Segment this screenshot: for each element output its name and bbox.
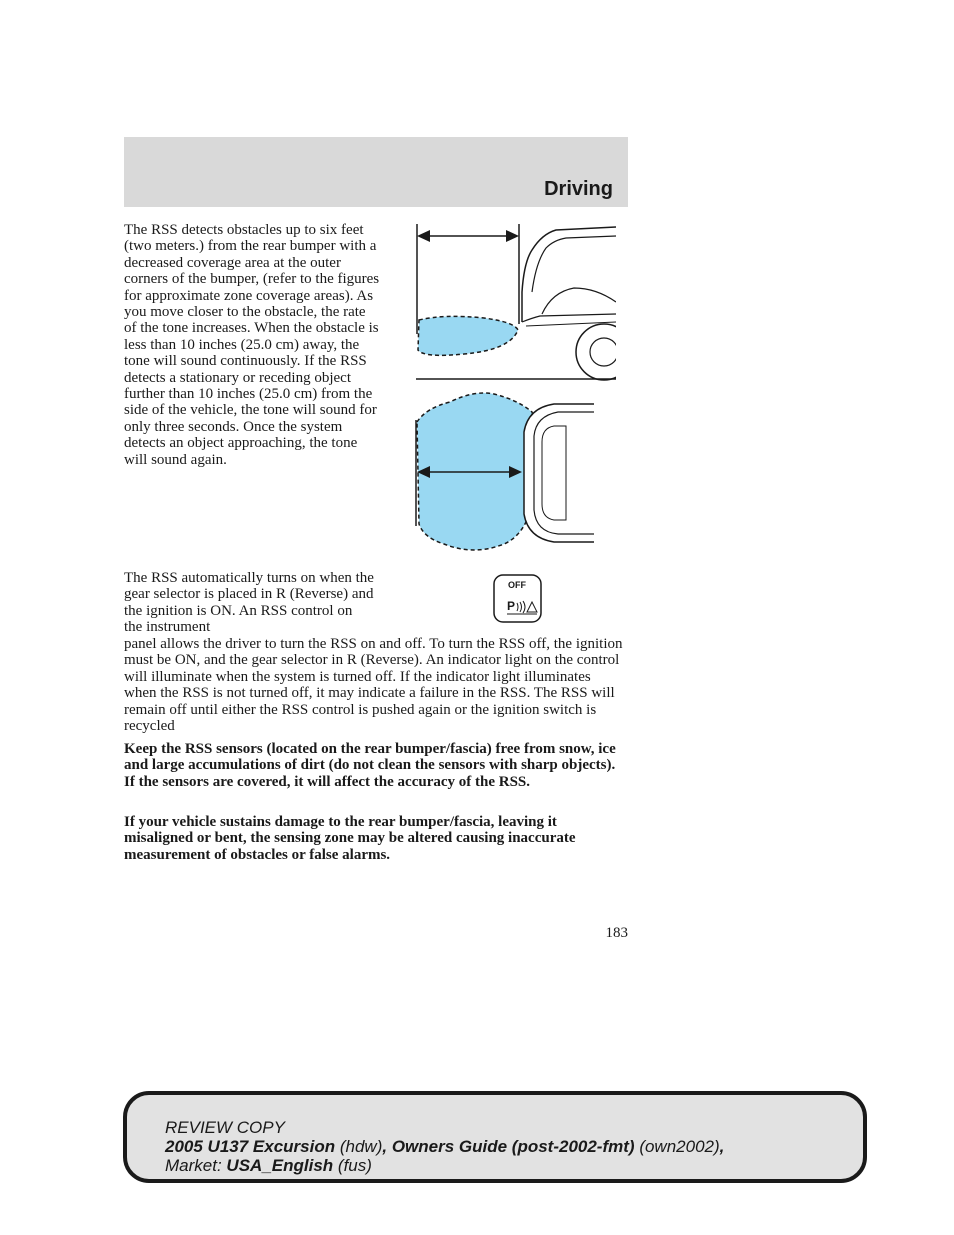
rss-switch-label: OFF <box>508 580 526 590</box>
rss-control-paragraph-head: The RSS automatically turns on when the gear selector is placed in R (Reverse) and the ignition is ON. An RSS control on the instrument <box>124 570 374 636</box>
section-header-band <box>124 137 628 207</box>
page-number: 183 <box>605 925 628 941</box>
footer-guide-code: (own2002) <box>639 1137 720 1156</box>
footer-model-code: (hdw) <box>339 1137 383 1156</box>
rss-off-switch-figure <box>493 574 543 624</box>
svg-text:P: P <box>507 599 516 613</box>
review-copy-footer <box>123 1091 867 1183</box>
footer-market-code: (fus) <box>337 1156 372 1175</box>
rss-detection-paragraph: The RSS detects obstacles up to six feet (two meters.) from the rear bumper with a decreased coverage area at the outer corners of the bumper, (refer to the figures for approximate zone coverage areas). As you move closer to the obstacle, the rate of the tone increases. When the obstacle is less than 10 inches (25.0 cm) away, the tone will sound continuously. If the RSS detects a stationary or receding object further than 10 inches (25.0 cm) from the side of the vehicle, the tone will sound for only three seconds. Once the system detects an object approaching, the tone will sound again. <box>124 222 380 468</box>
rss-top-view-figure <box>414 392 594 554</box>
footer-model: 2005 U137 Excursion <box>165 1137 336 1156</box>
rss-side-view-figure <box>414 222 616 384</box>
footer-market-label: Market: <box>165 1156 222 1175</box>
sensor-warning-text: Keep the RSS sensors (located on the rear bumper/fascia) free from snow, ice and large accumulations of dirt (do not clean the sensors with sharp objects). If the sensors are covered, it will affect the accuracy of the RSS. <box>124 741 616 790</box>
section-title: Driving <box>544 178 613 200</box>
footer-separator: , <box>382 1137 392 1156</box>
review-copy-label: REVIEW COPY <box>165 1118 285 1137</box>
footer-separator-2: , <box>719 1137 725 1156</box>
rss-control-paragraph-rest: panel allows the driver to turn the RSS on and off. To turn the RSS off, the ignition must be ON, and the gear selector in R (Reverse). An indicator light on the control will illuminate when the system is turned off. If the indicator light illuminates when the RSS is not turned off, it may indicate a failure in the RSS. The RSS will remain off until either the RSS control is pushed again or the ignition switch is recycled <box>124 636 623 735</box>
footer-market: USA_English <box>226 1156 334 1175</box>
damage-warning-text: If your vehicle sustains damage to the rear bumper/fascia, leaving it misaligned or bent, the sensing zone may be altered causing inaccurate measurement of obstacles or false alarms. <box>124 814 576 863</box>
footer-guide: Owners Guide (post-2002-fmt) <box>391 1137 635 1156</box>
